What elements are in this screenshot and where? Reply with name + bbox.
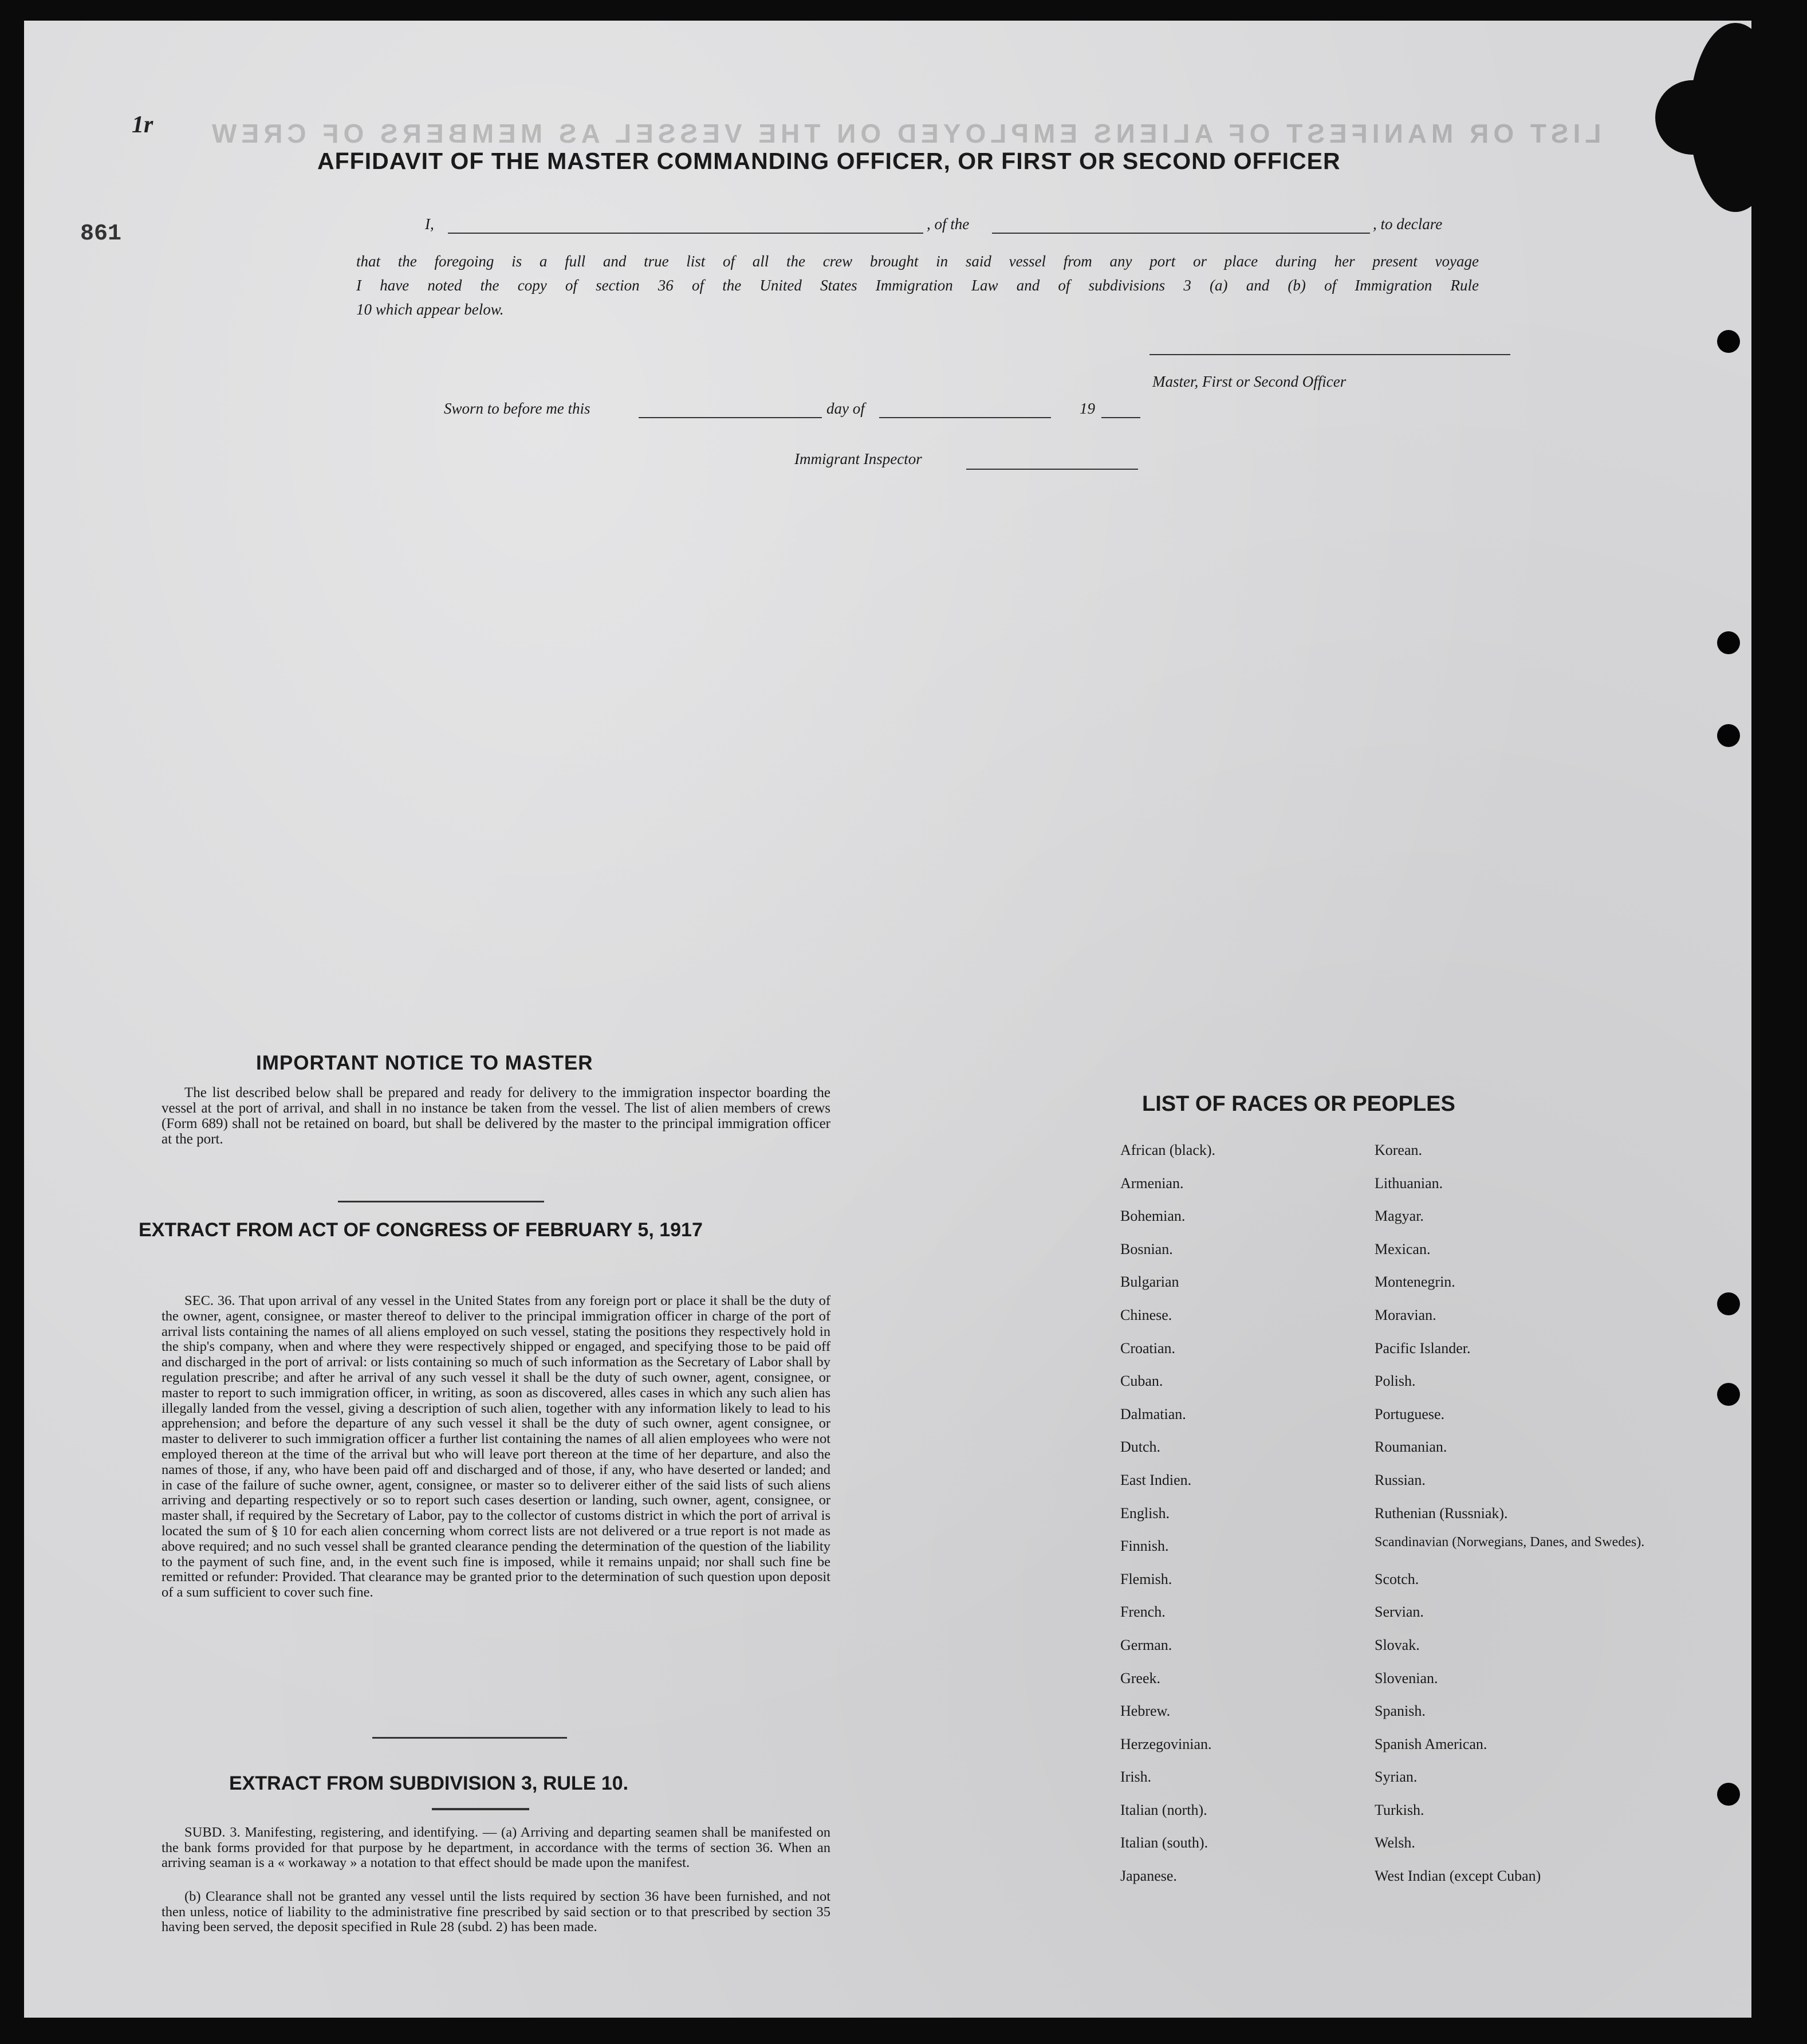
affidavit-i: I, — [425, 215, 434, 233]
race-item: Pacific Islander. — [1375, 1339, 1471, 1357]
race-item: East Indien. — [1120, 1471, 1192, 1488]
binder-hole — [1717, 1292, 1740, 1315]
race-item: Chinese. — [1120, 1306, 1172, 1323]
extract-act-text: SEC. 36. That upon arrival of any vessel in the United States from any foreign port or place it shall be the duty of the owner, agent, consignee, or master thereof to deliver to the principal immigration officer in charge of the port of arrival lists containing the names of all aliens employed on such vessel, stating the positions they respectively hold in the ship's company, when and where they were respectively shipped or engaged, and specifying those to be paid off and discharged in the port of arrival: or lists containing so much of such information as the Secretary of Labor shall by regulation prescribe; and after he arrival of any such vessel it shall be the duty of such owner, agent, consignee, or master to report to such immigration officer, in writing, as soon as discovered, alles cases in which any such alien has illegally landed from the vessel, giving a description of such alien, together with any information likely to lead to his apprehension; and before the departure of any such vessel it shall be the duty of such owner, agent consignee, or master to deliverer to such immigration officer a further list containing the names of all alien employees who were not employed thereon at the time of the arrival but who will leave port thereon at the time of her departure, and also the names of those, if any, who have been paid off and discharged and of those, if any, who have deserted or landed; and in case of the failure of suche owner, agent, consignee, or master so to deliverer either of the said lists of such aliens arriving and departing respectively or so to report such cases desertion or landing, such owner, agent, consignee, or master shall, if required by the Secretary of Labor, pay to the collector of customs district in which the port of arrival is located the sum of § 10 for each alien concerning whom correct lists are not delivered or a true report is not made as above required; and no such vessel shall be granted clearance pending the determination of the question of the liability to the payment of such fine, and, in the event such fine is imposed, while it remains unpaid; nor shall such fine be remitted or refunder: Provided. That clearance may be granted prior to the determination of such question upon deposit of a sum sufficient to cover such fine. — [162, 1293, 830, 1601]
race-item: Lithuanian. — [1375, 1174, 1443, 1192]
race-item: Herzegovinian. — [1120, 1735, 1212, 1752]
sworn-year-field[interactable] — [1101, 417, 1140, 418]
affidavit-line-4: 10 which appear below. — [356, 301, 504, 318]
race-item: Mexican. — [1375, 1240, 1431, 1257]
divider-1 — [338, 1201, 544, 1202]
notice-text: The list described below shall be prepared and ready for delivery to the immigration inspector boarding the vessel at the port of arrival, and shall in no instance be taken from the vessel. The list of alien members of crews (Form 689) shall not be retained on board, but shall be delivered by the master to the principal immigration officer at the port. — [162, 1085, 830, 1147]
race-item: Cuban. — [1120, 1373, 1163, 1390]
race-item: Spanish American. — [1375, 1735, 1487, 1752]
race-item: Finnish. — [1120, 1538, 1169, 1555]
race-item: Dalmatian. — [1120, 1405, 1186, 1422]
race-item: Spanish. — [1375, 1703, 1426, 1720]
race-item: African (black). — [1120, 1142, 1216, 1158]
race-item: Roumanian. — [1375, 1438, 1447, 1456]
year-prefix: 19 — [1080, 400, 1095, 417]
race-item: Scandinavian (Norwegians, Danes, and Swedes). — [1375, 1535, 1645, 1550]
race-item: Ruthenian (Russniak). — [1375, 1504, 1508, 1522]
race-item: Russian. — [1375, 1471, 1426, 1488]
inspector-label: Immigrant Inspector — [794, 450, 922, 467]
divider-2 — [372, 1737, 567, 1739]
races-column-2 — [1375, 1139, 1649, 1898]
affidavit-line-2: that the foregoing is a full and true list of all the crew brought in said vessel from any port or place during her present voyage — [356, 253, 1479, 270]
sworn-line — [444, 400, 1188, 423]
extract-act-title: EXTRACT FROM ACT OF CONGRESS OF FEBRUARY 5, 1917 — [139, 1219, 703, 1241]
affidavit-of-the: , of the — [927, 215, 970, 233]
binder-hole — [1717, 1383, 1740, 1406]
races-column-1 — [1120, 1139, 1338, 1898]
race-item: Bosnian. — [1120, 1240, 1173, 1257]
affidavit-line-3: I have noted the copy of section 36 of the United States Immigration Law and of subdivisions 3 (a) and (b) of Immigration Rule — [356, 277, 1479, 294]
race-item: Flemish. — [1120, 1570, 1172, 1587]
left-page-number: 861 — [80, 221, 122, 247]
race-item: Servian. — [1375, 1603, 1424, 1621]
binder-hole — [1717, 330, 1740, 353]
extract-rule-text-a: SUBD. 3. Manifesting, registering, and identifying. — (a) Arriving and departing seamen shall be manifested on the bank forms provided for that purpose by he department, in accordance with the terms of section 36. When an arriving seaman is a « workaway » a notation to that effect should be made upon the manifest. — [162, 1825, 830, 1870]
torn-edge — [1655, 80, 1730, 155]
divider-3 — [432, 1808, 529, 1810]
race-item: Bulgarian — [1120, 1273, 1179, 1291]
race-item: Japanese. — [1120, 1868, 1177, 1885]
sworn-day-field[interactable] — [639, 417, 822, 418]
race-item: Portuguese. — [1375, 1405, 1445, 1422]
bleed-through: LIST OR MANIFEST OF ALIENS EMPLOYED ON THE VESSEL AS MEMBERS OF CREW — [207, 119, 1601, 148]
race-item: Bohemian. — [1120, 1208, 1186, 1225]
binder-hole — [1717, 1783, 1740, 1806]
race-item: Montenegrin. — [1375, 1273, 1455, 1291]
race-item: German. — [1120, 1636, 1172, 1653]
master-signature-field[interactable] — [1149, 354, 1510, 355]
affidavit-to-declare: , to declare — [1373, 215, 1443, 233]
extract-rule-text-b: (b) Clearance shall not be granted any vessel until the lists required by section 36 have been furnished, and not then unless, notice of liability to the administrative fine prescribed by said section or to that prescribed by section 35 having been served, the deposit specified in Rule 28 (subd. 2) has been made. — [162, 1889, 830, 1935]
race-item: Italian (south). — [1120, 1834, 1208, 1852]
race-item: Slovak. — [1375, 1636, 1420, 1653]
binder-hole — [1717, 631, 1740, 654]
affidavit-line-1 — [425, 215, 1485, 236]
race-item: West Indian (except Cuban) — [1375, 1868, 1541, 1885]
race-item: Dutch. — [1120, 1438, 1161, 1456]
sworn-label: Sworn to before me this — [444, 400, 590, 417]
race-item: Turkish. — [1375, 1801, 1424, 1818]
race-item: Moravian. — [1375, 1306, 1436, 1323]
document-page — [24, 21, 1751, 2018]
race-item: Armenian. — [1120, 1174, 1184, 1192]
race-item: French. — [1120, 1603, 1166, 1621]
race-item: Italian (north). — [1120, 1801, 1207, 1818]
corner-handmark: 1r — [132, 112, 153, 138]
race-item: English. — [1120, 1504, 1170, 1522]
race-item: Croatian. — [1120, 1339, 1176, 1357]
extract-rule-title: EXTRACT FROM SUBDIVISION 3, RULE 10. — [229, 1772, 629, 1794]
affidavit-title: AFFIDAVIT OF THE MASTER COMMANDING OFFICER, OR FIRST OR SECOND OFFICER — [317, 148, 1341, 174]
race-item: Magyar. — [1375, 1208, 1424, 1225]
race-item: Scotch. — [1375, 1570, 1419, 1587]
race-item: Korean. — [1375, 1142, 1423, 1158]
race-item: Syrian. — [1375, 1768, 1418, 1786]
binder-hole — [1717, 724, 1740, 747]
master-signature-label: Master, First or Second Officer — [1152, 373, 1347, 390]
race-item: Slovenian. — [1375, 1669, 1438, 1687]
races-title: LIST OF RACES OR PEOPLES — [1142, 1092, 1455, 1116]
sworn-month-field[interactable] — [879, 417, 1051, 418]
vessel-name-field[interactable] — [992, 233, 1370, 234]
master-name-field[interactable] — [448, 233, 923, 234]
race-item: Polish. — [1375, 1373, 1416, 1390]
race-item: Greek. — [1120, 1669, 1161, 1687]
race-item: Irish. — [1120, 1768, 1152, 1786]
race-item: Hebrew. — [1120, 1703, 1171, 1720]
notice-title: IMPORTANT NOTICE TO MASTER — [256, 1052, 593, 1074]
race-item: Welsh. — [1375, 1834, 1415, 1852]
inspector-signature-field[interactable] — [966, 469, 1138, 470]
day-of-label: day of — [826, 400, 865, 417]
